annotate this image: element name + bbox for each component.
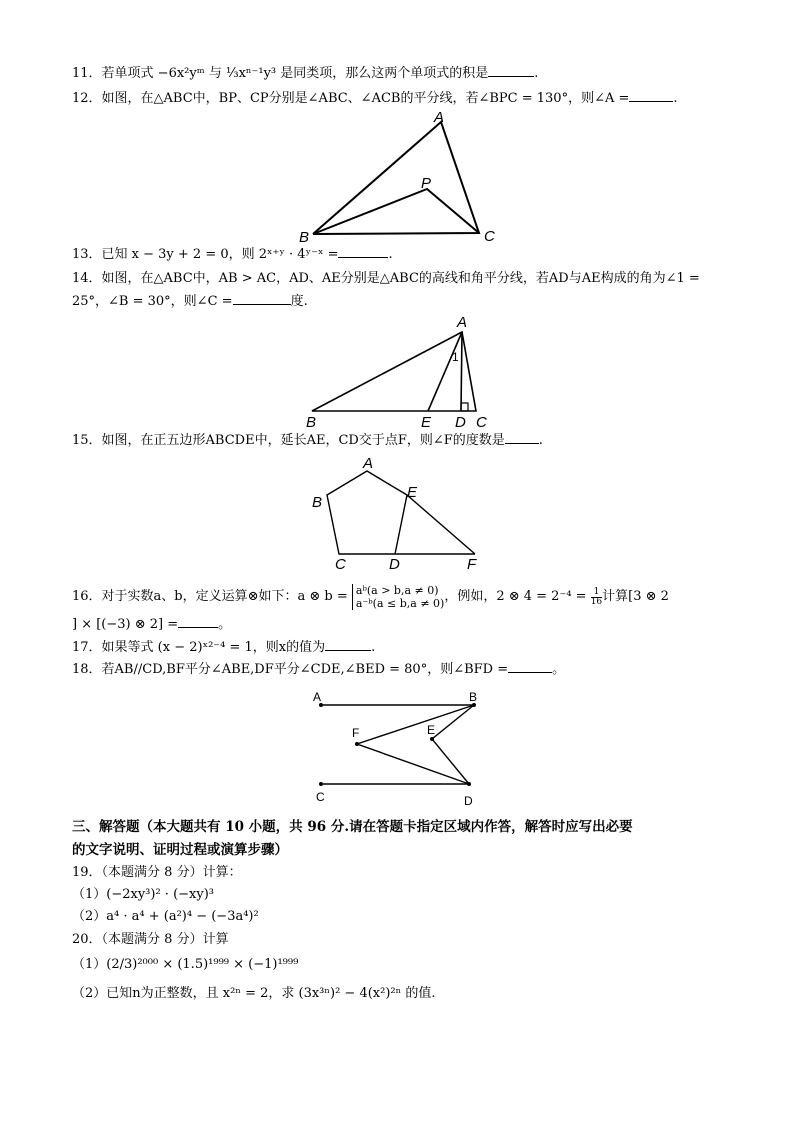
figure-15-label: D <box>389 556 400 573</box>
figure-15-label: C <box>335 556 346 573</box>
figure-15-label: B <box>312 494 323 511</box>
figure-14-label: E <box>421 414 432 431</box>
question-19-title: 19．（本题满分 8 分）计算： <box>72 865 242 880</box>
question-16-example: ，例如，2 ⊗ 4 = 2⁻⁴ = <box>444 589 587 604</box>
question-18-text: 18．若AB//CD,BF平分∠ABE,DF平分∠CDE,∠BED = 80°，则∠BFD = <box>72 662 509 677</box>
question-12-text: 12．如图，在△ABC中，BP、CP分别是∠ABC、∠ACB的平分线，若∠BPC = 130°，则∠A = <box>72 91 630 106</box>
question-12: 12．如图，在△ABC中，BP、CP分别是∠ABC、∠ACB的平分线，若∠BPC = 130°，则∠A = . <box>72 91 678 106</box>
figure-18-label: E <box>427 723 436 737</box>
piecewise-cases <box>352 584 444 610</box>
figure-12-label: C <box>484 228 495 245</box>
question-11: 11．若单项式 −6x²yᵐ 与 ⅓xⁿ⁻¹y³ 是同类项，那么这两个单项式的积是 . <box>72 66 539 81</box>
question-16-lead: 16．对于实数a、b，定义运算⊗如下：a ⊗ b = <box>72 589 348 604</box>
figure-14-label: 1 <box>452 350 459 364</box>
figure-14-label: C <box>476 414 487 431</box>
question-20-part-1: （1）(2/3)²⁰⁰⁰ × (1.5)¹⁹⁹⁹ × (−1)¹⁹⁹⁹ <box>72 957 299 972</box>
figure-12-triangle <box>290 110 510 250</box>
answer-blank <box>338 245 388 258</box>
question-14-line1 <box>72 270 700 288</box>
answer-blank <box>233 292 291 305</box>
question-20-part-2: （2）已知n为正整数，且 x²ⁿ = 2，求 (3x³ⁿ)² − 4(x²)²ⁿ 的值. <box>72 986 436 1001</box>
question-17-text: 17．如果等式 (x − 2)ˣ²⁻⁴ = 1，则x的值为 <box>72 640 326 655</box>
question-16-line2: ] × [(−3) ⊗ 2] = 。 <box>72 617 232 632</box>
question-14-text: 25°，∠B = 30°，则∠C = <box>72 294 233 309</box>
question-19-part-1: （1）(−2xy³)² · (−xy)³ <box>72 887 214 902</box>
figure-18-label: C <box>316 790 325 804</box>
question-14-unit: 度. <box>290 294 308 309</box>
case-1: aᵇ(a > b,a ≠ 0) <box>355 584 439 597</box>
question-20-title: 20．（本题满分 8 分）计算 <box>72 932 229 947</box>
figure-18-parallel-lines <box>310 685 490 810</box>
figure-14-label: B <box>306 414 317 431</box>
question-17: 17．如果等式 (x − 2)ˣ²⁻⁴ = 1，则x的值为 . <box>72 640 376 655</box>
figure-15-label: A <box>363 455 374 472</box>
question-13: 13．已知 x − 3y + 2 = 0，则 2ˣ⁺ʸ · 4ʸ⁻ˣ = . <box>72 247 393 262</box>
figure-12-label: B <box>299 229 310 246</box>
question-11-text: 11．若单项式 −6x²yᵐ 与 ⅓xⁿ⁻¹y³ 是同类项，那么这两个单项式的积是 <box>72 66 489 81</box>
figure-14-triangle <box>300 315 500 430</box>
answer-blank <box>325 638 371 651</box>
question-14-line2 <box>72 292 308 311</box>
figure-18-label: F <box>352 726 360 740</box>
question-14-text: 14．如图，在△ABC中，AB > AC，AD、AE分别是△ABC的高线和角平分线，若AD与AE构成的角为∠1 = <box>72 271 700 286</box>
figure-14-label: D <box>455 414 466 431</box>
figure-18-label: B <box>469 690 478 704</box>
question-16-compute: 计算[3 ⊗ 2 <box>602 589 669 604</box>
fraction-1-16: $\frac{1}{16}$ <box>590 586 603 607</box>
question-16-line2-text: ] × [(−3) ⊗ 2] = <box>72 617 179 632</box>
answer-blank <box>505 431 539 444</box>
question-15-text: 15．如图，在正五边形ABCDE中，延长AE，CD交于点F，则∠F的度数是 <box>72 433 505 448</box>
case-2: a⁻ᵇ(a ≤ b,a ≠ 0) <box>355 597 445 610</box>
question-15: 15．如图，在正五边形ABCDE中，延长AE，CD交于点F，则∠F的度数是 . <box>72 433 543 448</box>
figure-18-label: D <box>464 794 473 808</box>
answer-blank <box>629 89 673 102</box>
figure-15-label: E <box>407 484 418 501</box>
figure-15-pentagon <box>305 455 495 575</box>
figure-14-label: A <box>457 314 468 331</box>
question-19-part-2: （2）a⁴ · a⁴ + (a²)⁴ − (−3a⁴)² <box>72 909 259 924</box>
question-16-line1 <box>72 584 669 612</box>
question-18: 18．若AB//CD,BF平分∠ABE,DF平分∠CDE,∠BED = 80°，则∠BFD = 。 <box>72 662 566 677</box>
question-13-text: 13．已知 x − 3y + 2 = 0，则 2ˣ⁺ʸ · 4ʸ⁻ˣ = <box>72 247 339 262</box>
answer-blank <box>508 660 552 673</box>
answer-blank <box>178 615 218 628</box>
section-3-heading-line2: 的文字说明、证明过程或演算步骤） <box>72 842 288 858</box>
answer-blank <box>488 64 534 77</box>
figure-15-label: F <box>467 556 477 573</box>
section-3-heading: 三、解答题（本大题共有 10 小题，共 96 分.请在答题卡指定区域内作答，解答时应写出必要 <box>72 819 633 835</box>
figure-12-label: P <box>421 175 432 192</box>
figure-12-label: A <box>434 109 445 126</box>
figure-18-label: A <box>313 690 322 704</box>
